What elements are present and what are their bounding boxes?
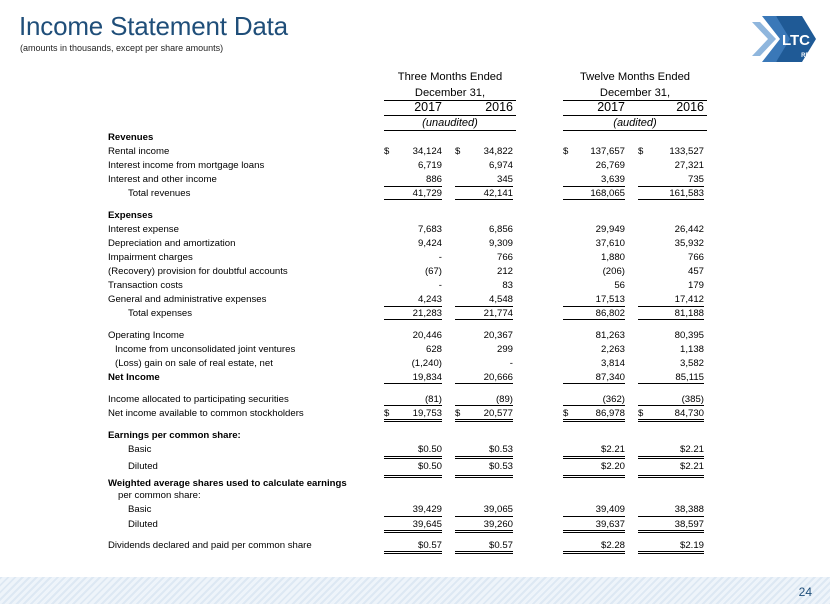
cell-value: 84,730 [674,408,704,419]
underline [563,458,625,459]
underline [384,551,442,552]
row-value-col-4 [638,224,704,237]
cell-value: 81,188 [674,308,704,319]
row-value-col-4 [638,146,704,159]
row-value-col-1 [384,132,442,145]
underline [384,532,442,533]
underline [638,319,704,320]
cell-value: 212 [496,266,513,277]
cell-value: 6,856 [488,224,513,235]
underline [638,405,704,406]
dollar-sign: $ [384,146,390,157]
underline [384,186,442,187]
row-label: (Loss) gain on sale of real estate, net [115,358,273,369]
cell-value: 6,974 [488,160,513,171]
row-label: Interest expense [108,224,179,235]
row-label: Impairment charges [108,252,193,263]
cell-value: 35,932 [674,238,704,249]
cell-value: - [509,358,513,369]
cell-value: 133,527 [669,146,704,157]
underline [638,516,704,517]
cell-value: 39,065 [483,504,513,515]
underline [455,421,513,422]
underline [455,551,513,552]
cell-value: $0.57 [417,540,442,551]
dollar-sign: $ [563,408,569,419]
cell-value: 26,442 [674,224,704,235]
underline [563,475,625,476]
cell-value: 39,409 [595,504,625,515]
cell-value: 39,429 [412,504,442,515]
row-label: Operating Income [108,330,185,341]
underline [384,319,442,320]
cell-value: 39,637 [595,519,625,530]
row-value-col-2 [455,238,513,251]
underline [563,516,625,517]
cell-value: 85,115 [675,372,704,383]
underline [563,383,625,384]
group2-audit-note: (audited) [613,117,657,129]
cell-value: (89) [495,394,513,405]
cell-value: 34,822 [483,146,513,157]
underline [455,530,513,531]
table-row [108,330,718,344]
underline [455,419,513,420]
cell-value: $2.21 [679,444,704,455]
underline [638,383,704,384]
dollar-sign: $ [455,146,461,157]
row-value-col-2 [455,461,513,474]
underline [638,199,704,200]
row-label: Net income available to common stockholders [108,408,304,419]
table-row [108,358,718,372]
year-col-3: 2017 [597,100,625,114]
row-value-col-4 [638,210,704,223]
dollar-sign: $ [563,146,569,157]
underline [455,199,513,200]
group1-year-rule [384,115,516,116]
underline [384,199,442,200]
row-value-col-2 [455,132,513,145]
cell-value: 38,388 [674,504,704,515]
row-label: (Recovery) provision for doubtful accounts [108,266,288,277]
underline [638,532,704,533]
row-value-col-4 [638,132,704,145]
underline [384,475,442,476]
cell-value: $2.20 [600,461,625,472]
row-label: Total revenues [128,188,191,199]
cell-value: (385) [681,394,704,405]
underline [563,199,625,200]
cell-value: 766 [496,252,513,263]
cell-value: 29,949 [595,224,625,235]
row-value-col-4 [638,430,704,443]
row-label: Income allocated to participating securities [108,394,289,405]
cell-value: 27,321 [674,160,704,171]
underline [638,475,704,476]
cell-value: 38,597 [674,519,704,530]
row-value-col-3 [563,160,625,173]
table-row [108,252,718,266]
row-value-col-2 [455,224,513,237]
row-label: Dividends declared and paid per common share [108,540,312,551]
row-value-col-1 [384,224,442,237]
row-value-col-2 [455,160,513,173]
page-subtitle: (amounts in thousands, except per share amounts) [20,43,224,53]
row-value-col-4 [638,344,704,357]
underline [638,419,704,420]
row-value-col-4 [638,490,704,503]
cell-value: 39,645 [412,519,442,530]
table-row [108,238,718,252]
cell-value: (81) [424,394,442,405]
underline [384,405,442,406]
cell-value: $2.28 [600,540,625,551]
underline [563,419,625,420]
cell-value: 3,639 [600,174,625,185]
row-label: per common share: [118,490,201,501]
footer-band [0,577,830,604]
dollar-sign: $ [638,408,644,419]
underline [563,306,625,307]
group2-note-rule [563,130,707,131]
row-value-col-3 [563,146,625,159]
cell-value: 4,548 [488,294,513,305]
underline [455,477,513,478]
row-value-col-1 [384,344,442,357]
cell-value: $2.21 [679,461,704,472]
underline [384,553,442,554]
row-label: Depreciation and amortization [108,238,236,249]
underline [638,456,704,457]
row-value-col-3 [563,430,625,443]
year-col-4: 2016 [676,100,704,114]
row-label: Rental income [108,146,170,157]
cell-value: 9,424 [417,238,442,249]
table-row [108,210,718,224]
cell-value: $0.50 [417,444,442,455]
cell-value: $0.50 [417,461,442,472]
row-label: Earnings per common share: [108,430,241,441]
table-row [108,224,718,238]
row-label: Diluted [128,461,158,472]
cell-value: 6,719 [417,160,442,171]
row-value-col-3 [563,330,625,343]
row-label: Weighted average shares used to calculate earnings [108,478,347,489]
cell-value: 80,395 [674,330,704,341]
row-value-col-1 [384,160,442,173]
cell-value: - [438,252,442,263]
row-value-col-4 [638,252,704,265]
row-value-col-3 [563,280,625,293]
underline [563,186,625,187]
row-value-col-4 [638,330,704,343]
underline [384,306,442,307]
underline [563,532,625,533]
cell-value: 20,577 [483,408,513,419]
row-value-col-2 [455,430,513,443]
underline [638,421,704,422]
row-value-col-3 [563,358,625,371]
row-value-col-2 [455,358,513,371]
cell-value: 17,412 [674,294,704,305]
table-row [108,280,718,294]
underline [384,419,442,420]
table-row [108,461,718,475]
cell-value: $2.19 [679,540,704,551]
table-row [108,132,718,146]
cell-value: (67) [424,266,442,277]
cell-value: 39,260 [483,519,513,530]
row-label: Interest and other income [108,174,217,185]
underline [563,477,625,478]
cell-value: 20,446 [412,330,442,341]
row-value-col-2 [455,330,513,343]
underline [563,421,625,422]
group2-header-line2: December 31, [599,87,671,99]
cell-value: $0.57 [488,540,513,551]
cell-value: 20,367 [483,330,513,341]
cell-value: 161,583 [669,188,704,199]
cell-value: 735 [687,174,704,185]
row-value-col-3 [563,266,625,279]
underline [563,405,625,406]
cell-value: $2.21 [600,444,625,455]
row-value-col-3 [563,210,625,223]
cell-value: 3,582 [679,358,704,369]
cell-value: 20,666 [483,372,513,383]
row-value-col-1 [384,461,442,474]
row-value-col-3 [563,344,625,357]
row-label: Diluted [128,519,158,530]
row-value-col-1 [384,238,442,251]
underline [455,405,513,406]
row-value-col-4 [638,238,704,251]
underline [638,553,704,554]
cell-value: 87,340 [595,372,625,383]
underline [455,475,513,476]
cell-value: 9,309 [488,238,513,249]
row-value-col-1 [384,266,442,279]
underline [455,553,513,554]
row-label: Basic [128,444,152,455]
underline [384,383,442,384]
underline [455,532,513,533]
row-value-col-1 [384,430,442,443]
cell-value: 37,610 [595,238,625,249]
row-value-col-1 [384,252,442,265]
underline [638,551,704,552]
row-label: Expenses [108,210,153,221]
cell-value: 41,729 [412,188,442,199]
row-label: Income from unconsolidated joint ventures [115,344,296,355]
underline [638,306,704,307]
logo-subtext: REIT [801,53,815,59]
cell-value: 179 [687,280,704,291]
page-title: Income Statement Data [19,11,288,41]
cell-value: (1,240) [411,358,442,369]
cell-value: 19,753 [412,408,442,419]
cell-value: 1,138 [679,344,704,355]
underline [563,551,625,552]
underline [455,456,513,457]
row-label: Basic [128,504,152,515]
cell-value: 26,769 [595,160,625,171]
underline [384,477,442,478]
cell-value: 86,978 [595,408,625,419]
underline [455,306,513,307]
row-value-col-4 [638,358,704,371]
underline [384,516,442,517]
cell-value: 2,263 [600,344,625,355]
underline [455,383,513,384]
page-number: 24 [798,585,812,599]
cell-value: 21,774 [483,308,513,319]
dollar-sign: $ [384,408,390,419]
cell-value: 81,263 [595,330,625,341]
group1-audit-note: (unaudited) [422,117,478,129]
row-label: Interest income from mortgage loans [108,160,265,171]
cell-value: 168,065 [590,188,625,199]
row-label: General and administrative expenses [108,294,267,305]
dollar-sign: $ [455,408,461,419]
group2-header-line1: Twelve Months Ended [579,71,691,83]
year-col-1: 2017 [414,100,442,114]
row-value-col-3 [563,490,625,503]
cell-value: $0.53 [488,461,513,472]
cell-value: 345 [496,174,513,185]
table-row [108,266,718,280]
row-value-col-1 [384,210,442,223]
cell-value: 17,513 [595,294,625,305]
cell-value: 19,834 [412,372,442,383]
cell-value: 3,814 [600,358,625,369]
cell-value: 42,141 [483,188,513,199]
dollar-sign: $ [638,146,644,157]
row-value-col-3 [563,252,625,265]
row-label: Transaction costs [108,280,183,291]
row-value-col-2 [455,252,513,265]
cell-value: 4,243 [417,294,442,305]
underline [638,186,704,187]
underline [384,530,442,531]
table-row [108,490,718,504]
row-value-col-2 [455,266,513,279]
row-value-col-1 [384,330,442,343]
cell-value: 137,657 [590,146,625,157]
table-row [108,344,718,358]
underline [384,458,442,459]
cell-value: 457 [687,266,704,277]
cell-value: 83 [502,280,513,291]
row-value-col-2 [455,344,513,357]
cell-value: (362) [602,394,625,405]
table-row [108,146,718,160]
underline [455,458,513,459]
cell-value: 34,124 [412,146,442,157]
cell-value: - [438,280,442,291]
cell-value: 21,283 [412,308,442,319]
row-value-col-2 [455,280,513,293]
group2-year-rule [563,115,707,116]
row-value-col-2 [455,210,513,223]
underline [563,553,625,554]
cell-value: 299 [496,344,513,355]
underline [638,530,704,531]
row-value-col-4 [638,160,704,173]
row-value-col-1 [384,280,442,293]
row-value-col-1 [384,146,442,159]
group1-header-line2: December 31, [414,87,486,99]
row-value-col-1 [384,490,442,503]
underline [384,421,442,422]
table-row [108,160,718,174]
row-value-col-2 [455,490,513,503]
ltc-logo [750,8,820,70]
row-value-col-3 [563,224,625,237]
underline [638,458,704,459]
row-label: Revenues [108,132,154,143]
row-value-col-2 [455,146,513,159]
row-value-col-4 [638,461,704,474]
table-row [108,430,718,444]
logo-text: LTC [781,32,811,49]
underline [563,530,625,531]
cell-value: (206) [602,266,625,277]
row-value-col-3 [563,132,625,145]
cell-value: 628 [425,344,442,355]
cell-value: 886 [425,174,442,185]
underline [638,477,704,478]
cell-value: 56 [614,280,625,291]
row-value-col-3 [563,461,625,474]
cell-value: 86,802 [595,308,625,319]
underline [455,186,513,187]
underline [384,456,442,457]
row-label: Net Income [108,372,160,383]
row-value-col-3 [563,238,625,251]
cell-value: $0.53 [488,444,513,455]
group1-header-line1: Three Months Ended [397,71,503,83]
underline [563,319,625,320]
cell-value: 1,880 [600,252,625,263]
row-label: Total expenses [128,308,192,319]
underline [563,456,625,457]
cell-value: 7,683 [417,224,442,235]
row-value-col-4 [638,266,704,279]
row-value-col-4 [638,280,704,293]
year-col-2: 2016 [485,100,513,114]
cell-value: 766 [687,252,704,263]
underline [455,516,513,517]
underline [455,319,513,320]
row-value-col-1 [384,358,442,371]
group1-note-rule [384,130,516,131]
